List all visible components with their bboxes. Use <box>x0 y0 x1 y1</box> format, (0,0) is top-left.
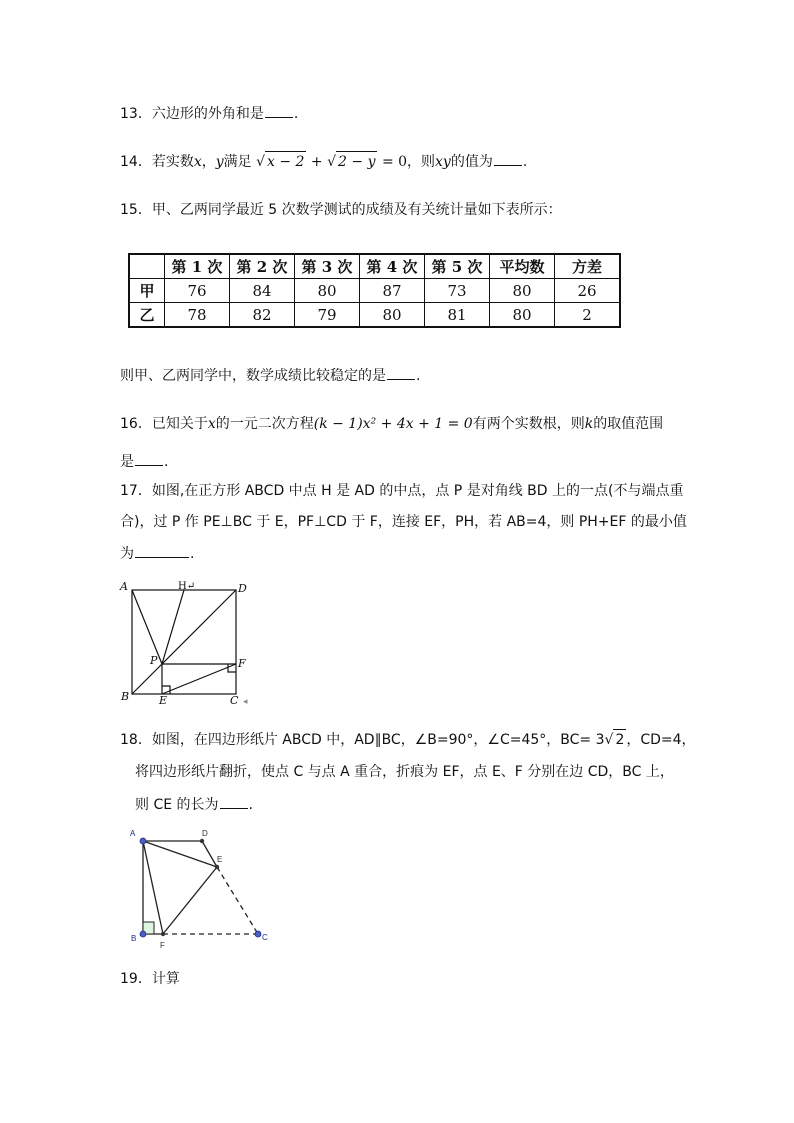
segment-ec-dashed <box>217 867 258 934</box>
point-c <box>255 931 261 937</box>
table-cell: 80 <box>295 279 360 303</box>
q14-post: ，则 <box>407 154 436 170</box>
label-c: C <box>230 694 239 705</box>
table-cell: 78 <box>165 303 230 328</box>
point-b <box>140 931 146 937</box>
q13-period: . <box>293 106 299 122</box>
label-h: H↵ <box>178 581 196 592</box>
q13-number: 13． <box>120 106 152 122</box>
q14-var-x: x <box>193 154 202 170</box>
q19-text: 计算 <box>151 971 180 987</box>
table-header-cell: 第 3 次 <box>295 254 360 279</box>
segment-ae <box>143 841 217 867</box>
q16-period: . <box>164 454 169 470</box>
q16-mid: 的一元二次方程 <box>215 416 314 432</box>
q16-equation: (k − 1)x² + 4x + 1 = 0 <box>313 416 473 432</box>
table-header-cell: 平均数 <box>490 254 555 279</box>
table-cell: 26 <box>555 279 621 303</box>
question-18-line3 <box>135 794 253 815</box>
score-table <box>128 253 621 328</box>
label-a: A <box>120 580 128 593</box>
table-cell: 87 <box>360 279 425 303</box>
q14-plus: + <box>310 154 323 170</box>
label-arrow: ◂ <box>243 697 248 705</box>
q14-answer-blank[interactable] <box>494 151 522 166</box>
label-c: C <box>262 933 268 942</box>
segment-ef <box>162 664 236 694</box>
table-header-row <box>129 254 620 279</box>
q13-text: 六边形的外角和是 <box>151 106 264 122</box>
q15-answer-blank[interactable] <box>387 365 415 380</box>
table-cell: 2 <box>555 303 621 328</box>
q16-number: 16． <box>120 416 152 432</box>
q16-var-k: k <box>584 416 594 432</box>
q19-number: 19． <box>120 971 152 987</box>
point-a <box>140 838 146 844</box>
table-header-cell: 第 1 次 <box>165 254 230 279</box>
label-e: E <box>159 694 168 705</box>
table-cell: 81 <box>425 303 490 328</box>
q14-number: 14． <box>120 154 152 170</box>
q18-line1b: ，CD=4， <box>626 732 696 748</box>
q17-number: 17． <box>120 483 152 499</box>
q14-eq: = 0 <box>381 154 408 170</box>
q16-pre: 已知关于 <box>151 416 208 432</box>
question-13 <box>120 103 298 124</box>
q17-line1: 如图,在正方形 ABCD 中点 H 是 AD 的中点，点 P 是对角线 BD 上的一点(不与端点重 <box>151 483 684 499</box>
table-row <box>129 279 620 303</box>
q14-var-xy: xy <box>435 154 451 170</box>
q17-line2: 合)，过 P 作 PE⊥BC 于 E，PF⊥CD 于 F，连接 EF，PH，若 AB=4，则 PH+EF 的最小值 <box>120 514 687 530</box>
q16-var-x: x <box>207 416 216 432</box>
q15-text: 甲、乙两同学最近 5 次数学测试的成绩及有关统计量如下表所示： <box>151 202 562 218</box>
table-cell: 84 <box>230 279 295 303</box>
q14-radicand-2: 2 − y <box>336 151 377 172</box>
q18-line2: 将四边形纸片翻折，使点 C 与点 A 重合，折痕为 EF，点 E、F 分别在边 CD，BC 上， <box>135 764 674 780</box>
question-17-line3 <box>120 543 194 564</box>
point-e <box>215 865 219 869</box>
q18-number: 18． <box>120 732 152 748</box>
label-b: B <box>131 934 137 943</box>
table-row-label: 乙 <box>129 303 165 328</box>
question-18-line1: 18．如图，在四边形纸片 ABCD 中，AD∥BC，∠B=90°，∠C=45°，BC= 3√ 2 ，CD=4， <box>120 729 696 750</box>
q16-answer-blank[interactable] <box>135 451 163 466</box>
question-16 <box>120 414 663 434</box>
table-cell: 76 <box>165 279 230 303</box>
q14-period: . <box>522 154 528 170</box>
table-cell: 79 <box>295 303 360 328</box>
question-14 <box>120 151 527 172</box>
q16-line2: 是 <box>120 454 134 470</box>
label-f: F <box>160 941 165 950</box>
q14-mid: 满足 <box>223 154 252 170</box>
q14-radicand-1: x − 2 <box>265 151 306 172</box>
q14-pre: 若实数 <box>151 154 194 170</box>
question-19 <box>120 969 180 989</box>
q16-post: 有两个实数根，则 <box>472 416 585 432</box>
point-f <box>161 932 165 936</box>
question-17-line1 <box>120 481 683 501</box>
q15-number: 15． <box>120 202 152 218</box>
table-header-cell: 第 2 次 <box>230 254 295 279</box>
q18-line1a: 如图，在四边形纸片 ABCD 中，AD∥BC，∠B=90°，∠C=45°，BC= 3 <box>151 732 605 748</box>
table-header-cell: 方差 <box>555 254 621 279</box>
label-d: D <box>202 829 208 838</box>
question-16-line2 <box>120 451 168 472</box>
q15-after-text: 则甲、乙两同学中，数学成绩比较稳定的是 <box>120 368 386 384</box>
table-cell: 82 <box>230 303 295 328</box>
question-17-line2 <box>120 512 687 532</box>
table-cell: 80 <box>490 303 555 328</box>
q18-period: . <box>248 797 253 813</box>
q13-answer-blank[interactable] <box>265 103 293 118</box>
table-row-label: 甲 <box>129 279 165 303</box>
q14-formula: √ x − 2 + √ 2 − y = 0 <box>256 154 407 170</box>
q17-answer-blank[interactable] <box>135 543 189 558</box>
q14-sep: ， <box>201 154 216 170</box>
question-18-line2 <box>135 762 674 782</box>
q18-answer-blank[interactable] <box>220 794 248 809</box>
q17-period: . <box>190 546 195 562</box>
q17-line3: 为 <box>120 546 134 562</box>
table-header-cell: 第 5 次 <box>425 254 490 279</box>
table-cell: 80 <box>490 279 555 303</box>
fold-ef <box>163 867 217 934</box>
q18-radicand: 2 <box>613 729 626 750</box>
q16-post2: 的取值范围 <box>593 416 664 432</box>
table-row <box>129 303 620 328</box>
diagonal-bd <box>132 590 236 694</box>
point-d <box>200 839 204 843</box>
table-cell: 80 <box>360 303 425 328</box>
label-b: B <box>121 690 130 703</box>
segment-af <box>143 841 163 934</box>
table-header-cell <box>129 254 165 279</box>
label-d: D <box>238 582 247 595</box>
label-a: A <box>130 829 136 838</box>
question-15 <box>120 200 562 220</box>
q15-period: . <box>416 368 421 384</box>
figure-18-quadrilateral <box>124 826 279 951</box>
table-header-cell: 第 4 次 <box>360 254 425 279</box>
figure-17-square <box>118 580 258 705</box>
label-p: P <box>150 654 158 667</box>
question-15-followup <box>120 365 420 386</box>
table-cell: 73 <box>425 279 490 303</box>
q14-post2: 的值为 <box>450 154 493 170</box>
q14-var-y: y <box>215 154 224 170</box>
q18-line3: 则 CE 的长为 <box>135 797 219 813</box>
label-f: F <box>238 657 246 670</box>
label-e: E <box>217 855 223 864</box>
